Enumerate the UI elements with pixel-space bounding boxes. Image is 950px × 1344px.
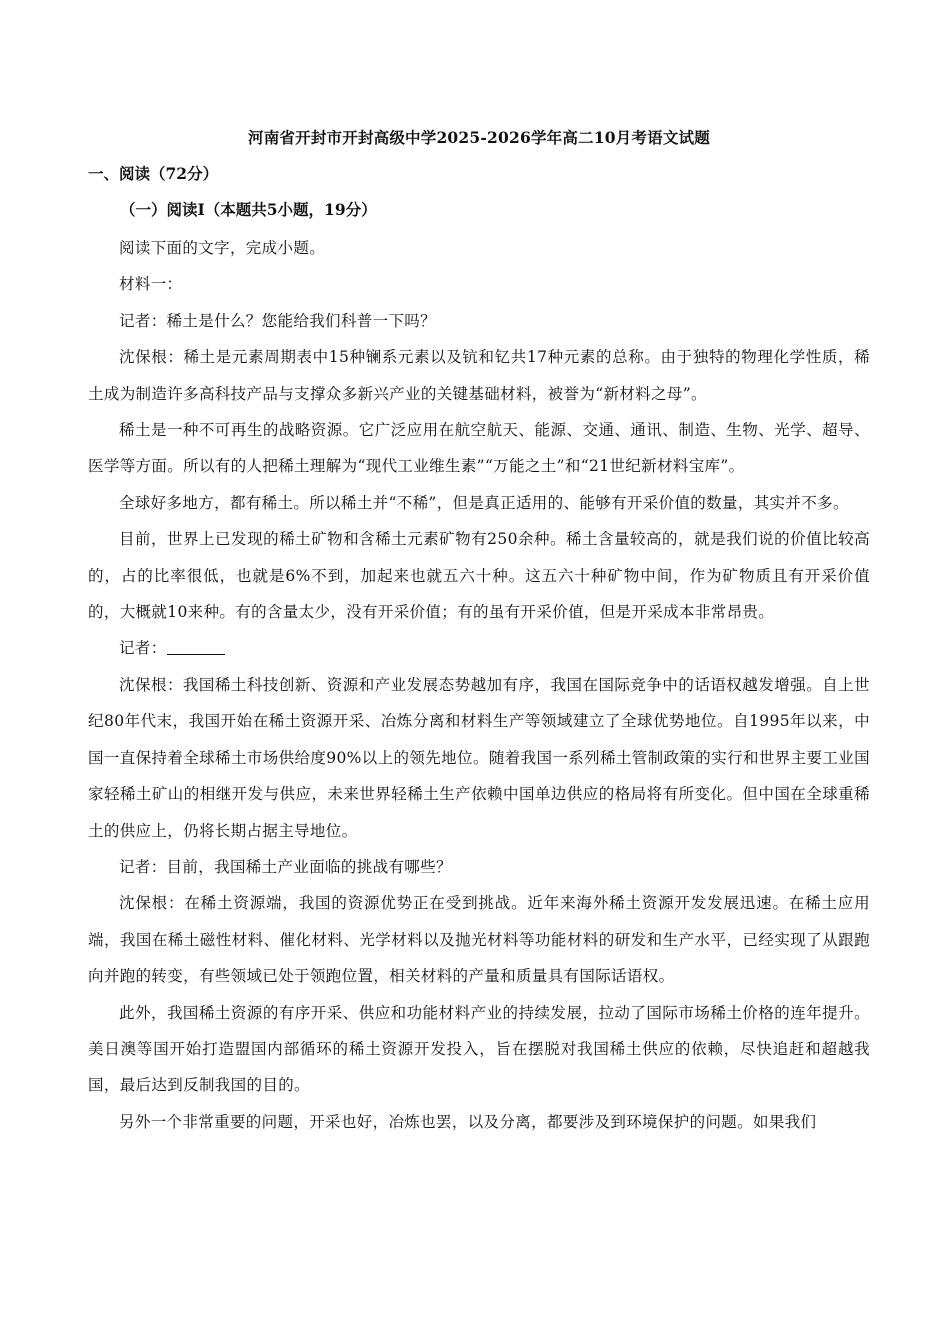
paragraph-answer-4: 目前，世界上已发现的稀土矿物和含稀土元素矿物有250余种。稀土含量较高的，就是我们说的价值比较高的，占的比率很低，也就是6%不到，加起来也就五六十种。这五六十种矿物中间，作为矿物质且有开采价值的，大概就10来种。有的含量太少，没有开采价值；有的虽有开采价值，但是开采成本非常昂贵。 xyxy=(88,530,870,622)
paragraph-answer-8: 另外一个非常重要的问题，开采也好，冶炼也罢，以及分离，都要涉及到环境保护的问题。如果我们 xyxy=(119,1112,817,1131)
paragraph-reporter-question-1: 记者：稀土是什么？您能给我们科普一下吗？ xyxy=(119,311,437,330)
paragraph-answer-6: 沈保根：在稀土资源端，我国的资源优势正在受到挑战。近年来海外稀土资源开发发展迅速。在稀土应用端，我国在稀土磁性材料、催化材料、光学材料以及抛光材料等功能材料的研发和生产水平，已经实现了从跟跑向并跑的转变，有些领域已处于领跑位置，相关材料的产量和质量具有国际话语权。 xyxy=(88,894,870,986)
paragraph-answer-3: 全球好多地方，都有稀土。所以稀土并“不稀”，但是真正适用的、能够有开采价值的数量，其实并不多。 xyxy=(119,493,849,512)
paragraph-reporter-blank xyxy=(88,630,870,666)
paragraph-reporter-question-2: 记者：目前，我国稀土产业面临的挑战有哪些？ xyxy=(119,857,452,876)
material-label: 材料一： xyxy=(119,275,183,294)
instruction-text: 阅读下面的文字，完成小题。 xyxy=(119,239,326,257)
subsection-heading: （一）阅读Ⅰ（本题共5小题，19分） xyxy=(120,200,377,219)
paragraph-answer-2: 稀土是一种不可再生的战略资源。它广泛应用在航空航天、能源、交通、通讯、制造、生物、光学、超导、医学等方面。所以有的人把稀土理解为“现代工业维生素”“万能之土”和“21世纪新材料宝库”。 xyxy=(88,421,870,476)
paragraph-answer-1: 沈保根：稀土是元素周期表中15种镧系元素以及钪和钇共17种元素的总称。由于独特的物理化学性质，稀土成为制造许多高科技产品与支撑众多新兴产业的关键基础材料，被誉为“新材料之母”。 xyxy=(88,348,870,403)
paragraph-answer-5: 沈保根：我国稀土科技创新、资源和产业发展态势越加有序，我国在国际竞争中的话语权越发增强。自上世纪80年代末，我国开始在稀土资源开采、冶炼分离和材料生产等领域建立了全球优势地位。自1995年以来，中国一直保持着全球稀土市场供给度90%以上的领先地位。随着我国一系列稀土管制政策的实行和世界主要工业国家轻稀土矿山的相继开发与供应，未来世界轻稀土生产依赖中国单边供应的格局将有所变化。但中国在全球重稀土的供应上，仍将长期占据主导地位。 xyxy=(88,675,870,840)
reporter-prefix: 记者： xyxy=(119,639,167,658)
answer-blank xyxy=(167,638,225,655)
section-heading: 一、阅读（72分） xyxy=(88,164,219,183)
document-title: 河南省开封市开封高级中学2025-2026学年高二10月考语文试题 xyxy=(248,128,710,147)
paragraph-answer-7: 此外，我国稀土资源的有序开采、供应和功能材料产业的持续发展，拉动了国际市场稀土价格的连年提升。美日澳等国开始打造盟国内部循环的稀土资源开发投入，旨在摆脱对我国稀土供应的依赖，尽快追赶和超越我国，最后达到反制我国的目的。 xyxy=(88,1003,870,1095)
